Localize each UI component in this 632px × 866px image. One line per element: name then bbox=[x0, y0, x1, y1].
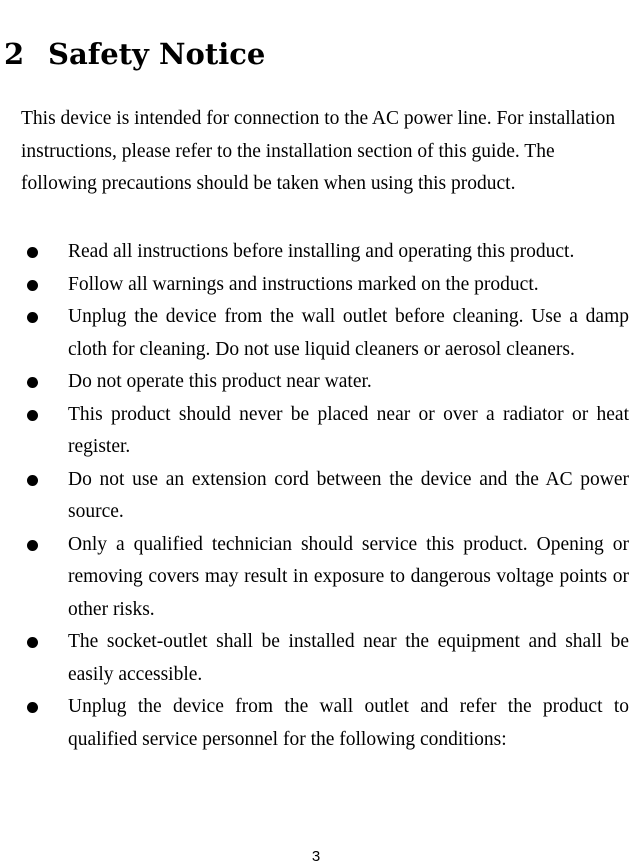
section-title: Safety Notice bbox=[48, 37, 266, 71]
list-item bbox=[0, 301, 632, 366]
list-item-text: Do not operate this product near water. bbox=[68, 371, 372, 392]
list-item-text: Unplug the device from the wall outlet before cleaning. Use a damp cloth for cleaning. Do not use liquid cleaners or aerosol cleaners. bbox=[68, 306, 629, 360]
bullet-icon bbox=[27, 410, 38, 421]
bullet-icon bbox=[27, 247, 38, 258]
list-item-text: Read all instructions before installing and operating this product. bbox=[68, 241, 575, 262]
list-item bbox=[0, 269, 632, 302]
bullet-icon bbox=[27, 702, 38, 713]
precautions-list bbox=[0, 236, 632, 756]
list-item bbox=[0, 464, 632, 529]
list-item-text: This product should never be placed near or over a radiator or heat register. bbox=[68, 403, 629, 457]
list-item bbox=[0, 399, 632, 464]
list-item-text: Only a qualified technician should service this product. Opening or removing covers may result in exposure to dangerous voltage points or other risks. bbox=[68, 533, 629, 620]
list-item bbox=[0, 236, 632, 269]
section-heading bbox=[4, 34, 265, 74]
bullet-icon bbox=[27, 280, 38, 291]
list-item-text: Follow all warnings and instructions marked on the product. bbox=[68, 273, 539, 295]
list-item bbox=[0, 366, 632, 399]
list-item bbox=[0, 626, 632, 691]
bullet-icon bbox=[27, 312, 38, 323]
list-item-text: The socket-outlet shall be installed near the equipment and shall be easily accessible. bbox=[68, 631, 629, 685]
intro-paragraph: This device is intended for connection to the AC power line. For installation instructions, please refer to the installation section of this guide. The following precautions should be taken when using this product. bbox=[21, 108, 616, 194]
page-number: 3 bbox=[311, 848, 321, 865]
bullet-icon bbox=[27, 540, 38, 551]
list-item-text: Do not use an extension cord between the device and the AC power source. bbox=[68, 468, 629, 522]
bullet-icon bbox=[27, 377, 38, 388]
section-number: 2 bbox=[4, 37, 25, 71]
list-item-text: Unplug the device from the wall outlet and refer the product to qualified service personnel for the following conditions: bbox=[68, 696, 629, 750]
bullet-icon bbox=[27, 475, 38, 486]
list-item bbox=[0, 691, 632, 756]
list-item bbox=[0, 529, 632, 627]
bullet-icon bbox=[27, 637, 38, 648]
